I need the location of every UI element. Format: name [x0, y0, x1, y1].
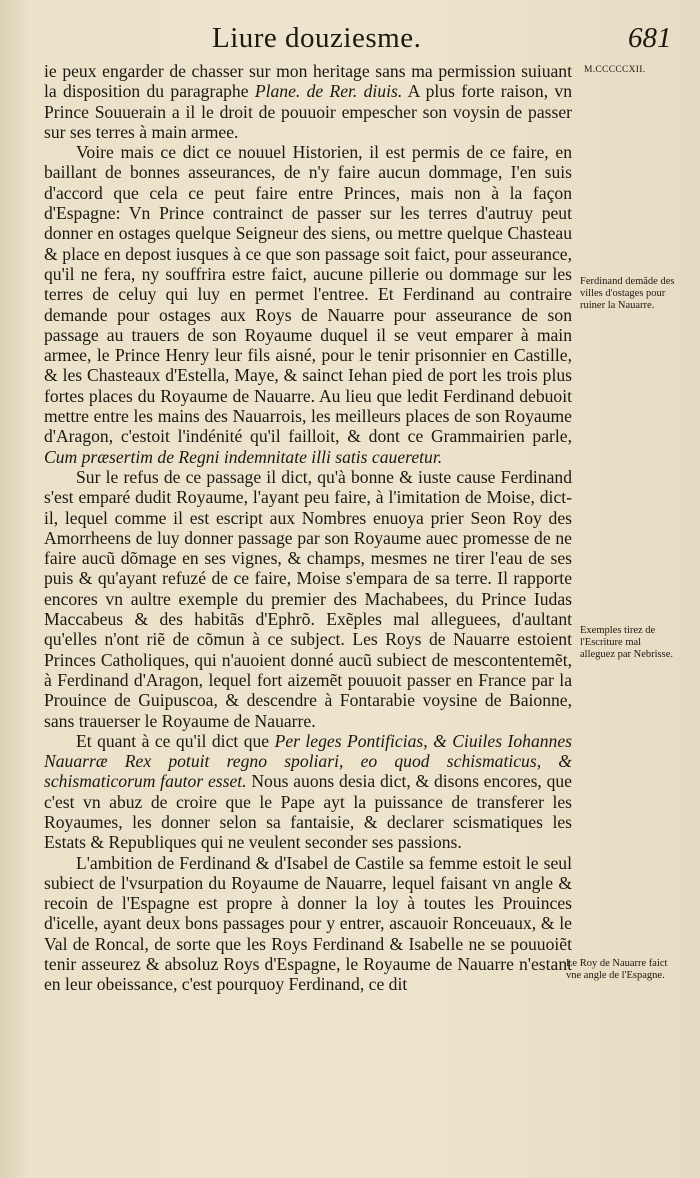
- margin-note-ferdinand-hostages: Ferdinand demãde des villes d'ostages pour ruiner la Nauarre.: [580, 276, 675, 311]
- margin-note-navarre-angle: Le Roy de Nauarre faict vne angle de l'Espagne.: [566, 958, 668, 981]
- paragraph-4-text: Et quant à ce qu'il dict que: [76, 730, 270, 751]
- body-text: [44, 61, 572, 995]
- paragraph-3: [44, 467, 572, 731]
- paragraph-2: [44, 142, 572, 467]
- margin-year: M.CCCCCXII.: [584, 65, 646, 75]
- paragraph-5: [44, 853, 572, 995]
- paragraph-2-citation: Cum præsertim de Regni indemnitate illi satis caueretur.: [44, 446, 443, 467]
- paragraph-1-end: A plus forte raison, vn Prince Souuerain a il le droit de pouuoir empescher son voysin de passer sur ses terres à main armee.: [44, 81, 572, 142]
- running-title: Liure douziesme.: [212, 22, 422, 54]
- page-header: [0, 18, 700, 62]
- paragraph-3-text: Sur le refus de ce passage il dict, qu'à bonne & iuste cause Ferdinand s'est emparé dudit Royaume, l'ayant peu faire, à l'imitation de Moise, dict-il, lequel comme il est escript aux Nombres enuoya prier Seon Roy des Amorrheens de luy donner passage par son Royaume auec promesse de ne faire aucũ dõmage en ses vignes, & champs, mesmes ne tirer l'eau de ses puis & qu'ayant refuzé de ce faire, Moise s'empara de sa terre. Il rapporte encores vn aultre exemple du premier des Machabees, du Prince Iudas Maccabeus & des habitãs d'Ephrõ. Exẽples mal alleguees, d'aultant qu'elles n'ont riẽ de cõmun à ce subject. Les Roys de Nauarre estoient Princes Catholiques, qui n'auoient donné aucũ subiect de mescontentemẽt, à Ferdinand d'Aragon, lequel fort aizemẽt pouuoit passer en France par la Prouince de Guipuscoa, & descendre à Fontarabie voysine de Baionne, sans trauerser le Royaume de Nauarre.: [44, 466, 572, 731]
- paragraph-4: [44, 731, 572, 853]
- paragraph-1-citation: Plane. de Rer. diuis.: [254, 81, 403, 102]
- paragraph-4-end: Nous auons desia dict, & disons encores, que c'est vn abuz de croire que le Pape ayt la puissance de transferer les Royaumes, les donner selon sa fantaisie, & declarer scismatiques les Estats & Republiques qui ne veulent seconder ses passions.: [44, 771, 572, 853]
- paragraph-1-text: ie peux engarder de chasser sur mon heritage sans ma permission suiuant la disposition du paragraphe: [44, 61, 572, 102]
- paragraph-2-text: Voire mais ce dict ce nouuel Historien, il est permis de ce faire, en baillant de bonnes asseurances, de n'y faire aucun dommage, I'en suis d'accord que cela ce peut faire entre Princes, mais non à la façon d'Espagne: Vn Prince contrainct de passer sur les terres d'autruy peut donner en ostages quelque Seigneur des siens, ou mettre quelque Chasteau & place en depost iusques à ce que son passage soit faict, pour asseurance, qu'il ne fera, ny souffrira estre faict, aucune pillerie ou dommage sur les terres de celuy qui luy en permet l'entree. Et Ferdinand au contraire demande pour ostages aux Roys de Nauarre pour asseurance de son passage au trauers de son Royaume duquel il se veut emparer à main armee, le Prince Henry leur fils aisné, pour le tenir prisonnier en Castille, & les Chasteaux d'Estella, Maye, & sainct Iehan pied de port les trois plus fortes places du Royaume de Nauarre. Au lieu que ledit Ferdinand debuoit mettre entre les mains des Nauarrois, les meilleurs places de son Royaume d'Aragon, c'estoit l'indénité qu'il failloit, & dont ce Grammairien parle,: [44, 142, 572, 447]
- paragraph-4-citation: Per leges Pontificias, & Ciuiles Iohannes Nauarræ Rex potuit regno spoliari, eo quod schismaticus, & schismaticorum fautor esset.: [44, 730, 572, 792]
- paragraph-1: [44, 61, 572, 142]
- page-number: 681: [628, 22, 672, 54]
- paragraph-5-text: L'ambition de Ferdinand & d'Isabel de Castile sa femme estoit le seul subiect de l'vsurpation du Royaume de Nauarre, lequel faisant vn angle & recoin de l'Espagne est propre à donner la loy à toutes les Prouinces d'icelle, ayant deux bons passages pour y entrer, ascauoir Ronceuaux, & le Val de Roncal, de sorte que les Roys Ferdinand & Isabelle ne se pouuoiẽt tenir asseurez & absoluz Roys d'Espagne, le Royaume de Nauarre n'estant en leur obeissance, c'est pourquoy Ferdinand, ce dit: [44, 852, 572, 995]
- margin-note-scripture-examples: Exemples tirez de l'Escriture mal alleguez par Nebrisse.: [580, 625, 673, 660]
